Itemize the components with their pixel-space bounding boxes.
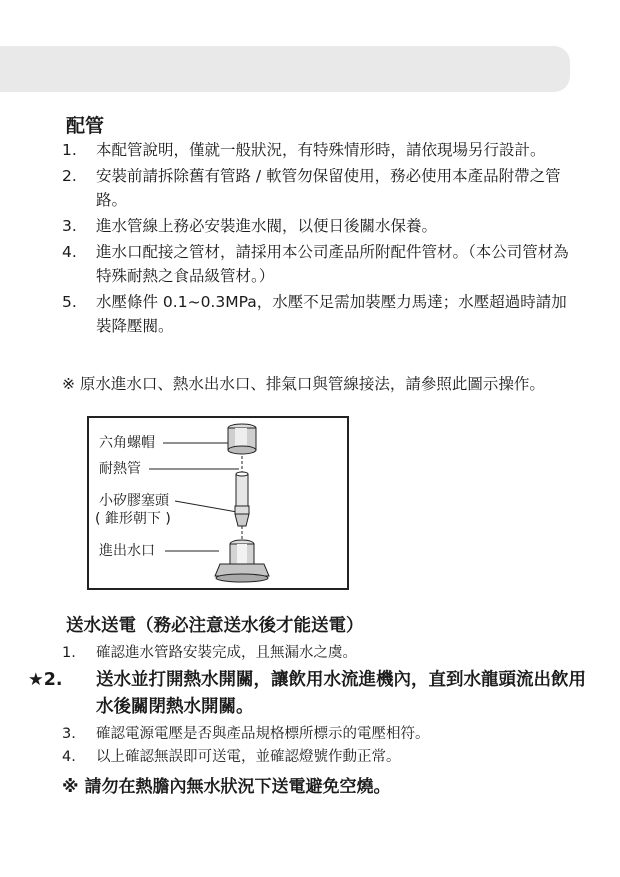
hex-nut-icon	[228, 424, 256, 454]
section-title-piping: 配管	[66, 115, 105, 137]
piping-list	[62, 138, 582, 340]
label-hex-nut: 六角螺帽	[99, 435, 155, 451]
list-item: 5. 水壓條件 0.1~0.3MPa，水壓不足需加裝壓力馬達；水壓超過時請加裝降壓閥。	[62, 293, 567, 335]
label-silicone-plug: 小矽膠塞頭	[99, 493, 169, 509]
list-item-important: ★2. 送水並打開熱水開關，讓飲用水流進機內，直到水龍頭流出飲用水後關閉熱水開關。	[28, 670, 586, 717]
label-cone-down: ( 錐形朝下 )	[95, 511, 171, 527]
list-item: 4. 以上確認無誤即可送電，並確認燈號作動正常。	[62, 749, 401, 765]
label-heat-resistant-pipe: 耐熱管	[99, 461, 141, 477]
list-item: 4. 進水口配接之管材，請採用本公司產品所附配件管材。（本公司管材為特殊耐熱之食品級管材。）	[62, 243, 569, 285]
list-item: 1. 本配管說明，僅就一般狀況，有特殊情形時，請依現場另行設計。	[62, 141, 546, 159]
silicone-plug-icon	[235, 506, 249, 526]
pipe-fitting-diagram	[87, 416, 349, 590]
pipe-icon	[236, 472, 248, 506]
list-item: 3. 確認電源電壓是否與產品規格標所標示的電壓相符。	[62, 726, 430, 742]
fitting-illustration	[89, 418, 347, 588]
water-power-list	[28, 642, 592, 769]
label-water-port: 進出水口	[99, 543, 155, 559]
list-item: 3. 進水管線上務必安裝進水閥，以便日後關水保養。	[62, 217, 438, 235]
list-item: 1. 確認進水管路安裝完成，且無漏水之虞。	[62, 645, 357, 661]
piping-note: ※ 原水進水口、熱水出水口、排氣口與管線接法，請參照此圖示操作。	[62, 375, 545, 393]
water-port-icon	[215, 540, 269, 582]
header-bar	[0, 46, 570, 92]
warning-text: ※ 請勿在熱膽內無水狀況下送電避免空燒。	[62, 777, 391, 797]
list-item: 2. 安裝前請拆除舊有管路 / 軟管勿保留使用，務必使用本產品附帶之管路。	[62, 167, 561, 209]
section-title-water-power: 送水送電（務必注意送水後才能送電）	[66, 616, 364, 636]
